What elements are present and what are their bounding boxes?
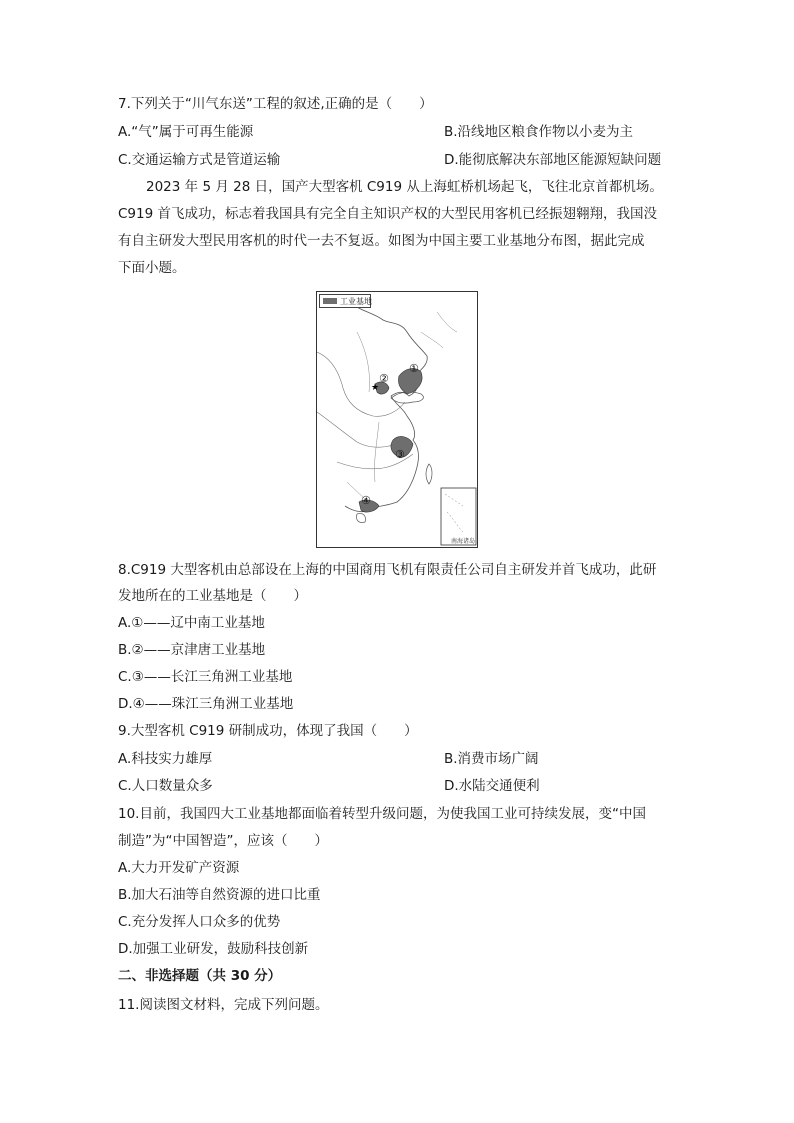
q10-option-b: B.加大石油等自然资源的进口比重 [118,887,321,903]
map-marker-1: ① [409,362,419,375]
map-marker-4: ④ [361,494,371,507]
map-marker-2: ② [379,372,389,385]
q11-stem: 11.阅读图文材料，完成下列问题。 [118,997,329,1013]
q7-stem: 7.下列关于“川气东送”工程的叙述,正确的是（ ） [118,96,433,112]
province-border [317,412,403,447]
china-map-drawing [317,292,477,546]
q8-option-c: C.③——长江三角洲工业基地 [118,669,293,685]
industrial-base-map [316,291,478,548]
capital-star-icon: ★ [371,383,380,393]
q10-option-a: A.大力开发矿产资源 [118,860,240,876]
q8-option-b: B.②——京津唐工业基地 [118,642,266,658]
q9-option-d: D.水陆交通便利 [444,778,540,794]
q7-option-b: B.沿线地区粮食作物以小麦为主 [444,124,634,140]
province-border [421,312,457,348]
q9-stem: 9.大型客机 C919 研制成功，体现了我国（ ） [118,723,418,739]
legend-label: 工业基地 [340,297,372,306]
section-2-heading: 二、非选择题（共 30 分） [118,968,282,984]
q8-stem-line-2: 发地所在的工业基地是（ ） [118,588,307,604]
passage-line-4: 下面小题。 [118,260,186,276]
q9-option-a: A.科技实力雄厚 [118,751,213,767]
q8-stem-line-1: 8.C919 大型客机由总部设在上海的中国商用飞机有限责任公司自主研发并首飞成功，此研 [118,562,657,578]
q7-option-a: A.“气”属于可再生能源 [118,124,254,140]
map-marker-3: ③ [395,448,405,461]
q10-stem-line-2: 制造”为“中国智造”，应该（ ） [118,833,328,849]
q7-option-c: C.交通运输方式是管道运输 [118,152,281,168]
q8-option-a: A.①——辽中南工业基地 [118,615,265,631]
inset-label: 南海诸岛 [450,538,475,545]
province-border [317,352,405,416]
q10-option-d: D.加强工业研发，鼓励科技创新 [118,941,309,957]
province-border [347,332,379,508]
q10-option-c: C.充分发挥人口众多的优势 [118,914,281,930]
map-legend [319,294,371,308]
q9-option-b: B.消费市场广阔 [444,751,539,767]
q7-option-d: D.能彻底解决东部地区能源短缺问题 [444,152,662,168]
q8-option-d: D.④——珠江三角洲工业基地 [118,696,294,712]
passage-line-3: 有自主研发大型民用客机的时代一去不复返。如图为中国主要工业基地分布图，据此完成 [118,233,645,249]
taiwan-outline [426,464,432,484]
q10-stem-line-1: 10.目前，我国四大工业基地都面临着转型升级问题，为使我国工业可持续发展，变“中国 [118,806,646,822]
legend-swatch [323,298,337,304]
passage-line-2: C919 首飞成功，标志着我国具有完全自主知识产权的大型民用客机已经振翅翱翔，我国没 [118,206,657,222]
q9-option-c: C.人口数量众多 [118,778,213,794]
hainan-outline [356,513,365,522]
passage-line-1: 2023 年 5 月 28 日，国产大型客机 C919 从上海虹桥机场起飞，飞往北京首都机场。 [146,179,663,195]
